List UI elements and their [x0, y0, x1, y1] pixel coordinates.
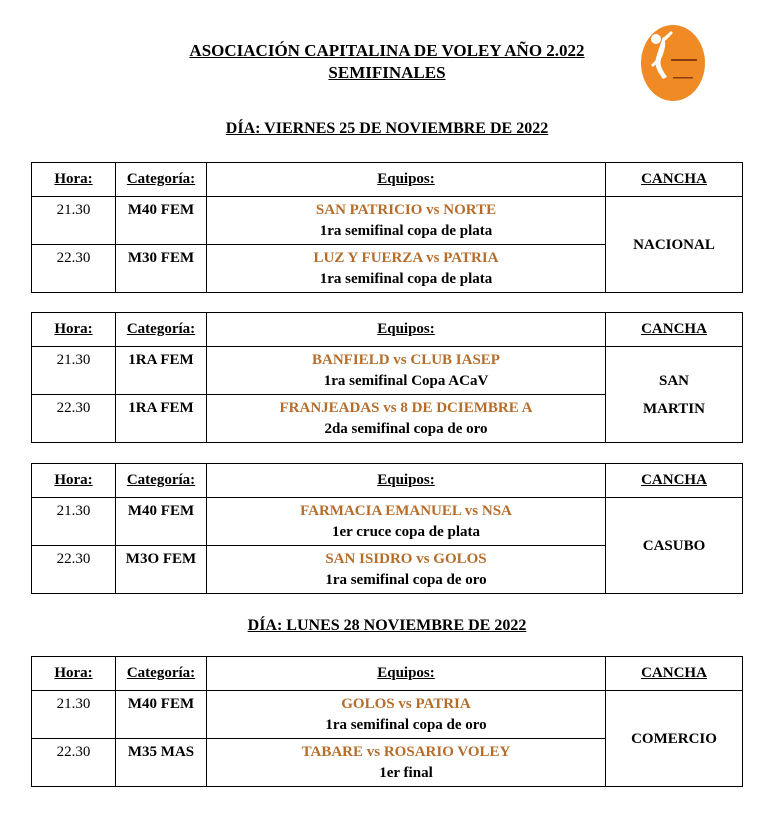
venue-name: SAN MARTIN — [643, 372, 705, 417]
volleyball-player-icon — [641, 25, 705, 101]
match-time: 21.30 — [32, 691, 116, 739]
match-teams-cell — [207, 197, 606, 245]
match-teams: GOLOS vs PATRIA — [341, 696, 471, 712]
match-teams-cell — [207, 546, 606, 594]
header-equipos: Equipos: — [207, 657, 606, 691]
schedule-table-3 — [31, 463, 743, 594]
match-teams-cell — [207, 245, 606, 293]
match-teams: FARMACIA EMANUEL vs NSA — [300, 503, 512, 519]
match-category: M3O FEM — [116, 546, 207, 594]
match-description: 1ra semifinal copa de plata — [319, 223, 493, 239]
match-description: 1ra semifinal Copa ACaV — [323, 373, 489, 389]
venue: NACIONAL — [606, 197, 743, 293]
header-categoria: Categoría: — [116, 313, 207, 347]
match-category: M35 MAS — [116, 739, 207, 787]
match-teams: SAN PATRICIO vs NORTE — [315, 202, 497, 218]
header-cancha: CANCHA — [606, 163, 743, 197]
match-category: M40 FEM — [116, 691, 207, 739]
header-categoria: Categoría: — [116, 163, 207, 197]
header-hora: Hora: — [32, 163, 116, 197]
day-1-heading: DÍA: VIERNES 25 DE NOVIEMBRE DE 2022 — [225, 120, 549, 137]
header-equipos: Equipos: — [207, 163, 606, 197]
match-description: 1er final — [379, 765, 433, 781]
match-time: 22.30 — [32, 739, 116, 787]
match-teams: FRANJEADAS vs 8 DE DCIEMBRE A — [279, 400, 533, 416]
match-teams: BANFIELD vs CLUB IASEP — [312, 352, 500, 368]
match-teams-cell — [207, 739, 606, 787]
header-cancha: CANCHA — [606, 464, 743, 498]
title-line-2: SEMIFINALES — [328, 63, 446, 82]
match-teams-cell — [207, 347, 606, 395]
table-row — [32, 498, 743, 546]
venue: COMERCIO — [606, 691, 743, 787]
match-category: M40 FEM — [116, 498, 207, 546]
table-row — [32, 347, 743, 395]
schedule-table-4 — [31, 656, 743, 787]
match-category: 1RA FEM — [116, 395, 207, 443]
match-teams-cell — [207, 691, 606, 739]
title-line-1: ASOCIACIÓN CAPITALINA DE VOLEY AÑO 2.022 — [189, 41, 585, 60]
match-description: 1ra semifinal copa de plata — [319, 271, 493, 287]
header-cancha: CANCHA — [606, 313, 743, 347]
match-time: 21.30 — [32, 498, 116, 546]
header-hora: Hora: — [32, 313, 116, 347]
header-equipos: Equipos: — [207, 464, 606, 498]
association-logo — [641, 25, 705, 101]
day-2-heading: DÍA: LUNES 28 NOVIEMBRE DE 2022 — [247, 617, 527, 634]
match-time: 21.30 — [32, 347, 116, 395]
match-category: M40 FEM — [116, 197, 207, 245]
table-row — [32, 197, 743, 245]
match-description: 1ra semifinal copa de oro — [325, 572, 487, 588]
header-hora: Hora: — [32, 464, 116, 498]
match-teams: SAN ISIDRO vs GOLOS — [325, 551, 487, 567]
match-teams-cell — [207, 498, 606, 546]
match-time: 22.30 — [32, 395, 116, 443]
match-category: 1RA FEM — [116, 347, 207, 395]
header-categoria: Categoría: — [116, 657, 207, 691]
venue — [606, 347, 743, 443]
table-row — [32, 691, 743, 739]
header-categoria: Categoría: — [116, 464, 207, 498]
schedule-table-2 — [31, 312, 743, 443]
match-teams: LUZ Y FUERZA vs PATRIA — [313, 250, 499, 266]
match-teams: TABARE vs ROSARIO VOLEY — [301, 744, 511, 760]
match-time: 22.30 — [32, 546, 116, 594]
match-description: 1ra semifinal copa de oro — [325, 717, 487, 733]
match-description: 1er cruce copa de plata — [331, 524, 481, 540]
header-equipos: Equipos: — [207, 313, 606, 347]
match-teams-cell — [207, 395, 606, 443]
schedule-table-1 — [31, 162, 743, 293]
header-cancha: CANCHA — [606, 657, 743, 691]
match-description: 2da semifinal copa de oro — [324, 421, 488, 437]
match-time: 21.30 — [32, 197, 116, 245]
venue: CASUBO — [606, 498, 743, 594]
match-category: M30 FEM — [116, 245, 207, 293]
header-hora: Hora: — [32, 657, 116, 691]
match-time: 22.30 — [32, 245, 116, 293]
